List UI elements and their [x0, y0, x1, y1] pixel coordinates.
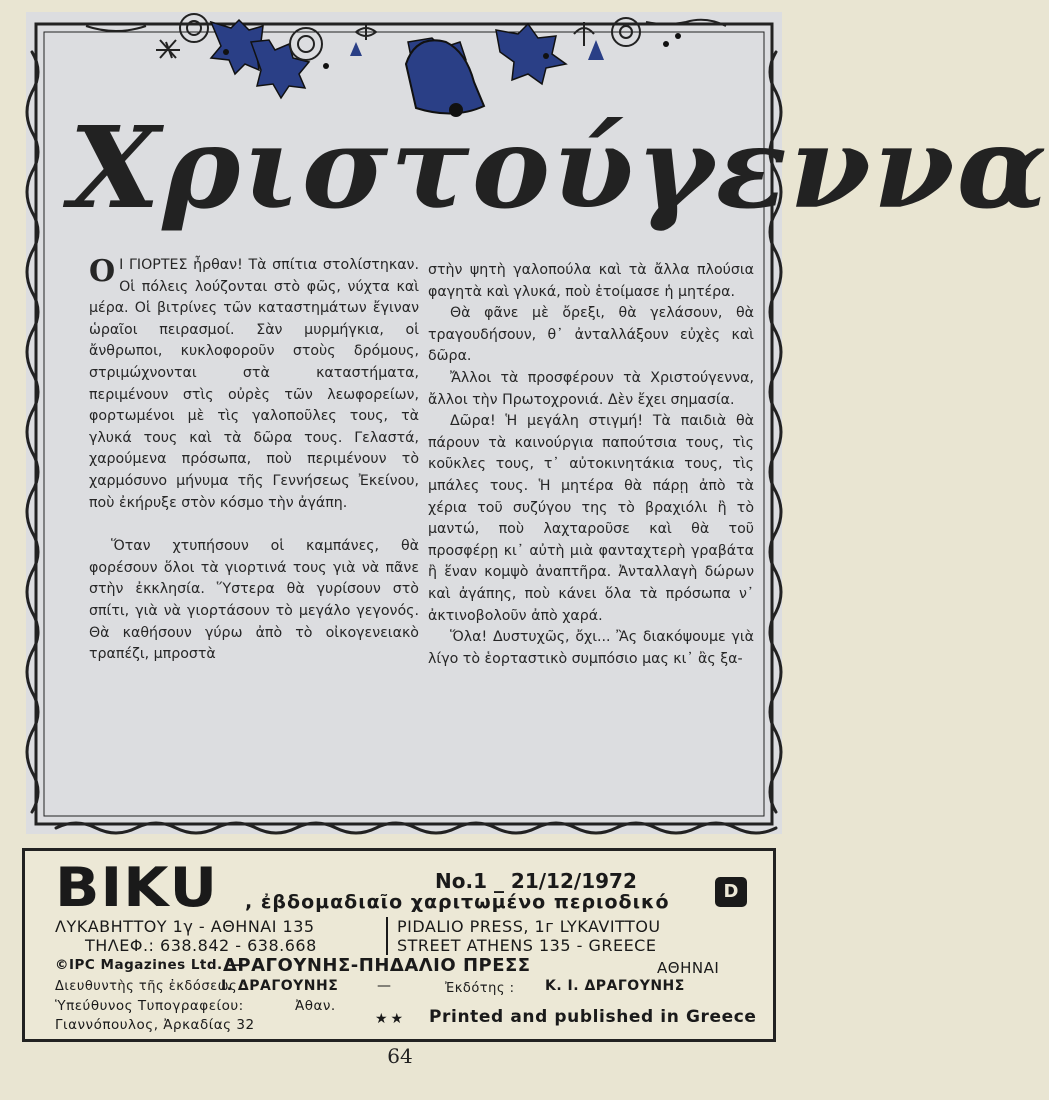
page-number: 64 [387, 1044, 413, 1068]
printer-label: Ὑπεύθυνος Τυπογραφείου: [55, 998, 244, 1014]
star-icon: ★★ [375, 1011, 407, 1027]
tagline: , ἐβδομαδιαῖο χαριτωμένο περιοδικό [245, 891, 670, 913]
article-paragraph: Θὰ φᾶνε μὲ ὄρεξι, θὰ γελάσουν, θὰ τραγουδήσουν, θ᾽ ἀνταλλάξουν εὐχὲς καὶ δῶρα. [428, 305, 754, 365]
article-paragraph: Δῶρα! Ἡ μεγάλη στιγμή! Τὰ παιδιὰ θὰ πάρουν τὰ καινούργια παπούτσια τους, τὶς κοῦκλες τους, τ᾽ αὐτοκινητάκια τους, τὶς μπάλες τους. Ἡ μητέρα θὰ πάρῃ ἀπὸ τὰ χέρια τοῦ συζύγου της τὸ βραχιόλι ἢ τὸ μαντώ, ποὺ λαχταροῦσε καὶ θὰ τοῦ προσφέρῃ κι᾽ αὐτὴ μιὰ φανταχτερὴ γραβάτα ἢ ἕναν κομψὸ ἀναπτῆρα. Ἀνταλλαγὴ δώρων καὶ ἀγάπης, ποὺ κάνει ὅλα τὰ πρόσωπα ν᾽ ἀκτινοβολοῦν ἀπὸ χαρά. [428, 413, 754, 624]
address-greek-line1: ΛΥΚΑΒΗΤΤΟΥ 1γ - ΑΘΗΝΑΙ 135 [55, 917, 315, 936]
snowflake-icon [156, 40, 180, 58]
publisher-logo-icon: D [715, 877, 747, 907]
article-column-left [89, 255, 419, 666]
address-english-line1: PIDALIO PRESS, 1г LYKAVITTOU [397, 917, 661, 936]
publisher-name: ΔΡΑΓΟΥΝΗΣ-ΠΗΔΑΛΙΟ ΠΡΕΣΣ [223, 955, 531, 976]
director-name: Ι. ΔΡΑΓΟΥΝΗΣ [221, 978, 339, 994]
printer-address: Γιαννόπουλος, Ἀρκαδίας 32 [55, 1017, 255, 1033]
address-greek-line2: ΤΗΛΕΦ.: 638.842 - 638.668 [85, 936, 317, 955]
drop-cap: Ο [89, 254, 116, 289]
printer-name: Ἀθαν. [295, 998, 336, 1014]
director-label: Διευθυντὴς τῆς ἐκδόσεως : [55, 979, 247, 994]
article-panel [26, 12, 1049, 834]
editor-label: Ἐκδότης : [445, 981, 515, 996]
address-english-line2: STREET ATHENS 135 - GREECE [397, 936, 657, 955]
divider [386, 917, 388, 955]
printed-notice: Printed and published in Greece [429, 1007, 757, 1027]
ornament-drop-icon [588, 40, 604, 60]
article-paragraph: Ὅλα! Δυστυχῶς, ὄχι... Ἂς διακόψουμε γιὰ λίγο τὸ ἑορταστικὸ συμπόσιο μας κι᾽ ἂς ξα- [428, 629, 754, 667]
article-paragraph: Ἄλλοι τὰ προσφέρουν τὰ Χριστούγεννα, ἄλλοι τὴν Πρωτοχρονιά. Δὲν ἔχει σημασία. [428, 369, 754, 408]
copyright: ©IPC Magazines Ltd. — [55, 957, 242, 973]
editor-name: Κ. Ι. ΔΡΑΓΟΥΝΗΣ [545, 978, 685, 994]
separator-dash: — [377, 978, 392, 994]
article-paragraph: Ο Ι ΓΙΟΡΤΕΣ ἦρθαν! Τὰ σπίτια στολίστηκαν. Οἱ πόλεις λούζονται στὸ φῶς, νύχτα καὶ μέρα. Οἱ βιτρίνες τῶν καταστημάτων ἔγιναν ὡραῖοι πειρασμοί. Σὰν μυρμήγκια, οἱ ἄνθρωποι, κυκλοφοροῦν στοὺς δρόμους, στριμώχνονται στὰ καταστήματα, περιμένουν στὶς οὐρὲς τῶν λεωφορείων, φορτωμένοι μὲ τὶς γαλοποῦλες τους, τὰ γλυκά τους καὶ τὰ δῶρα τους. Γελαστά, χαρούμενα πρόσωπα, ποὺ περιμένουν τὸ χαρμόσυνο μήνυμα τῆς Γεννήσεως Ἐκείνου, ποὺ ἐκήρυξε στὸν κόσμο τὴν ἀγάπη. [89, 254, 419, 511]
article-title: Χριστούγεννα [69, 103, 1049, 234]
publisher-city: ΑΘΗΝΑΙ [657, 959, 720, 977]
brand-logo: ΒΙΚU [55, 856, 219, 919]
ornament-ball-icon [290, 28, 322, 60]
article-paragraph: Ὅταν χτυπήσουν οἱ καμπάνες, θὰ φορέσουν ὅλοι τὰ γιορτινά τους γιὰ νὰ πᾶνε στὴν ἐκκλησία. Ὕστερα θὰ γυρίσουν στὸ σπίτι, γιὰ νὰ γιορτάσουν τὸ μεγάλο γεγονός. Θὰ καθήσουν γύρω ἀπὸ τὸ οἰκογενειακὸ τραπέζι, μπροστὰ [89, 538, 419, 663]
issue-number: No.1 _ 21/12/1972 [435, 869, 637, 893]
article-column-right [428, 260, 754, 670]
ornament-ball-icon [180, 14, 208, 42]
article-paragraph: στὴν ψητὴ γαλοπούλα καὶ τὰ ἄλλα πλούσια φαγητὰ καὶ γλυκά, ποὺ ἑτοίμασε ἡ μητέρα. [428, 262, 754, 300]
masthead-box [22, 848, 776, 1042]
